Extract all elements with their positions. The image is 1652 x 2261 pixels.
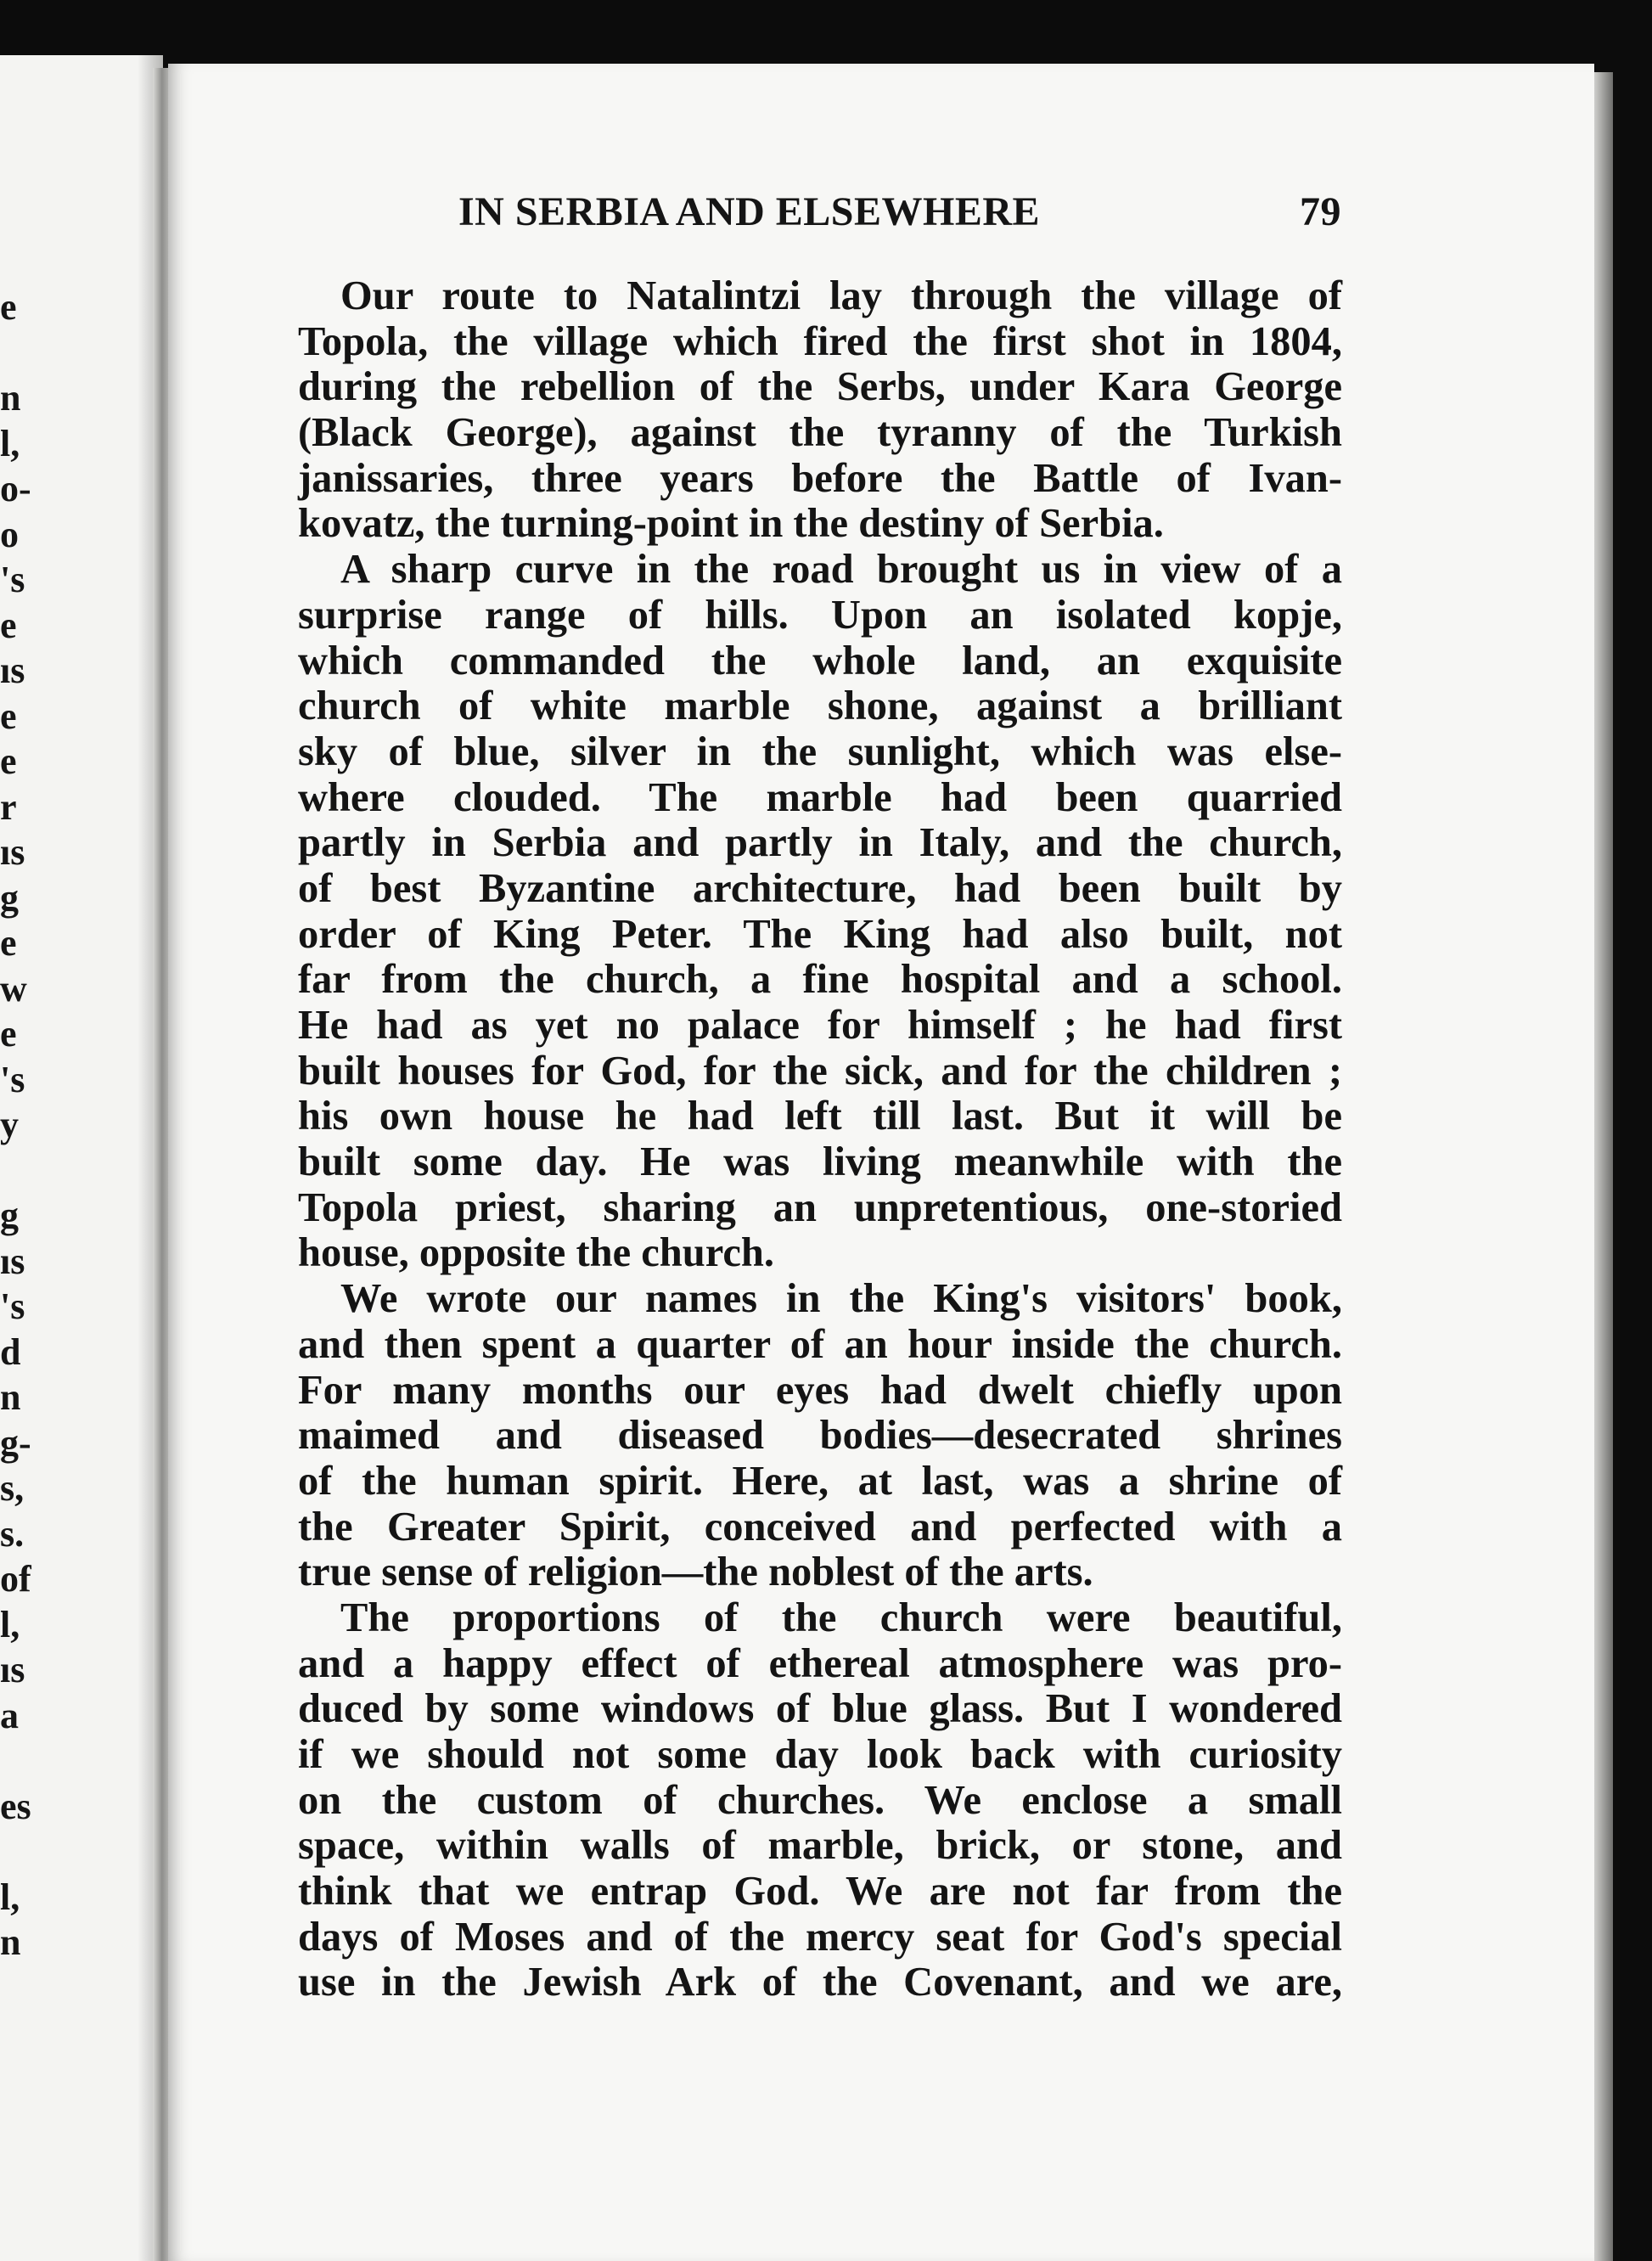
- left-fragment: s.: [0, 1512, 25, 1555]
- left-fragment: s,: [0, 1467, 25, 1509]
- left-fragment: 's: [0, 1285, 25, 1327]
- left-fragment: n: [0, 377, 21, 419]
- left-fragment: e: [0, 695, 17, 737]
- left-fragment: ıs: [0, 831, 25, 873]
- text-line: partly in Serbia and partly in Italy, and the church,: [298, 820, 1342, 866]
- left-fragment: of: [0, 1558, 31, 1600]
- left-fragment: e: [0, 286, 17, 328]
- left-fragment: y: [0, 1104, 19, 1145]
- text-line: built houses for God, for the sick, and for the children ;: [298, 1048, 1342, 1094]
- left-fragment: g-: [0, 1421, 31, 1464]
- left-fragment: w: [0, 967, 27, 1010]
- text-line: the Greater Spirit, conceived and perfected with a: [298, 1504, 1342, 1550]
- text-line: days of Moses and of the mercy seat for God's special: [298, 1914, 1342, 1960]
- left-fragment: l,: [0, 1603, 20, 1645]
- left-fragment: e: [0, 604, 17, 646]
- text-line: and then spent a quarter of an hour inside the church.: [298, 1321, 1342, 1367]
- page-number: 79: [1300, 189, 1341, 234]
- text-line: think that we entrap God. We are not far from the: [298, 1869, 1342, 1915]
- text-line: built some day. He was living meanwhile with the: [298, 1139, 1342, 1185]
- text-line: if we should not some day look back with curiosity: [298, 1732, 1342, 1777]
- text-line: house, opposite the church.: [298, 1230, 774, 1276]
- text-line: duced by some windows of blue glass. But I wondered: [298, 1686, 1342, 1732]
- left-fragment: ıs: [0, 650, 25, 691]
- text-line: sky of blue, silver in the sunlight, which was else-: [298, 728, 1342, 774]
- left-fragment: o: [0, 513, 19, 555]
- left-fragment: g: [0, 876, 19, 919]
- running-title: IN SERBIA AND ELSEWHERE: [458, 189, 1041, 234]
- text-line: We wrote our names in the King's visitors' book,: [340, 1276, 1342, 1322]
- left-fragment: ıs: [0, 1649, 25, 1690]
- left-fragment: [0, 1829, 34, 1875]
- text-line: Topola, the village which fired the first shot in 1804,: [298, 318, 1342, 364]
- left-fragment: es: [0, 1785, 31, 1827]
- page-edge: [1594, 72, 1613, 2261]
- left-fragment: n: [0, 1921, 21, 1963]
- text-line: space, within walls of marble, brick, or stone, and: [298, 1823, 1342, 1869]
- left-fragment: d: [0, 1330, 21, 1373]
- text-line: A sharp curve in the road brought us in view of a: [340, 547, 1342, 593]
- left-fragment: [0, 1738, 34, 1784]
- text-line: The proportions of the church were beautiful,: [340, 1595, 1342, 1640]
- text-line: janissaries, three years before the Battle of Ivan-: [298, 455, 1342, 501]
- text-line: during the rebellion of the Serbs, under Kara George: [298, 364, 1342, 410]
- text-line: church of white marble shone, against a brilliant: [298, 683, 1342, 729]
- text-line: use in the Jewish Ark of the Covenant, and we are,: [298, 1960, 1342, 2005]
- text-line: true sense of religion—the noblest of the arts.: [298, 1550, 1093, 1595]
- text-line: kovatz, the turning-point in the destiny of Serbia.: [298, 501, 1164, 547]
- left-fragment: [0, 1148, 34, 1194]
- left-fragment: n: [0, 1376, 21, 1418]
- left-fragment: ıs: [0, 1240, 25, 1282]
- text-line: far from the church, a fine hospital and a school.: [298, 957, 1342, 1003]
- text-line: For many months our eyes had dwelt chiefly upon: [298, 1367, 1342, 1413]
- left-page-text-fragments: [0, 284, 34, 1966]
- left-fragment: e: [0, 740, 17, 782]
- text-line: on the custom of churches. We enclose a small: [298, 1777, 1342, 1823]
- text-line: Our route to Natalintzi lay through the village of: [340, 273, 1342, 318]
- text-line: of best Byzantine architecture, had been built by: [298, 865, 1342, 911]
- body-text: [298, 273, 1342, 2005]
- left-fragment: g: [0, 1195, 19, 1236]
- left-fragment: l,: [0, 422, 20, 464]
- text-line: Topola priest, sharing an unpretentious, one-storied: [298, 1184, 1342, 1230]
- text-line: where clouded. The marble had been quarried: [298, 774, 1342, 820]
- left-fragment: e: [0, 1013, 17, 1055]
- text-line: his own house he had left till last. But it will be: [298, 1094, 1342, 1139]
- text-line: surprise range of hills. Upon an isolated kopje,: [298, 592, 1342, 638]
- left-fragment: o-: [0, 468, 31, 509]
- left-fragment: e: [0, 922, 17, 964]
- text-line: of the human spirit. Here, at last, was a shrine of: [298, 1458, 1342, 1504]
- running-header: [458, 188, 1341, 239]
- text-line: which commanded the whole land, an exquisite: [298, 638, 1342, 683]
- left-fragment: a: [0, 1694, 19, 1736]
- text-line: (Black George), against the tyranny of the Turkish: [298, 410, 1342, 456]
- left-fragment: r: [0, 785, 17, 828]
- text-line: maimed and diseased bodies—desecrated shrines: [298, 1413, 1342, 1459]
- left-fragment: 's: [0, 1058, 25, 1100]
- left-page-fragment: [0, 55, 163, 2261]
- text-line: and a happy effect of ethereal atmosphere was pro-: [298, 1640, 1342, 1686]
- text-line: order of King Peter. The King had also built, not: [298, 911, 1342, 957]
- left-fragment: 's: [0, 559, 25, 600]
- left-fragment: l,: [0, 1876, 20, 1918]
- text-line: He had as yet no palace for himself ; he had first: [298, 1003, 1342, 1048]
- left-fragment: [0, 330, 34, 376]
